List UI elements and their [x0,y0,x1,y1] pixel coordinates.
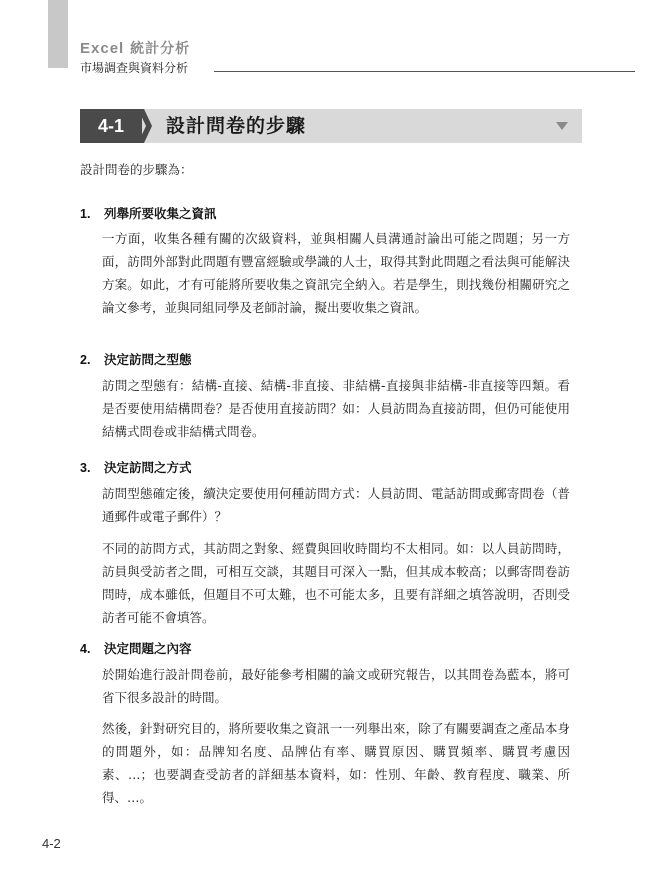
paragraph: 於開始進行設計問卷前，最好能參考相關的論文或研究報告，以其問卷為藍本，將可省下很多設計的時間。 [102,667,570,705]
paragraph: 一方面，收集各種有關的次級資料，並與相關人員溝通討論出可能之問題；另一方面，訪問外部對此問題有豐富經驗或學識的人士，取得其對此問題之看法與可能解決方案。如此，才有可能將所要收集之資訊完全納入。若是學生，則找幾份相關研究之論文參考，並與同組同學及老師討論，擬出要收集之資訊。 [102,231,570,315]
section-banner [80,109,582,143]
chapter-subtitle: 市場調查與資料分析 [80,61,189,75]
page-number: 4-2 [42,836,61,851]
list-item-heading: 1. 列舉所要收集之資訊 [80,206,217,221]
list-item-heading: 3. 決定訪問之方式 [80,460,192,475]
header-side-strip [48,0,68,68]
paragraph: 然後，針對研究目的，將所要收集之資訊一一列舉出來，除了有關要調查之產品本身的問題外，如：品牌知名度、品牌佔有率、購買原因、購買頻率、購買考慮因素、…；也要調查受訪者的詳細基本資料，如：性別、年齡、教育程度、職業、所得、…。 [102,721,570,805]
paragraph: 訪問之型態有：結構-直接、結構-非直接、非結構-直接與非結構-非直接等四類。看是否要使用結構問卷？是否使用直接訪問？如：人員訪問為直接訪問，但仍可能使用結構式問卷或非結構式問卷。 [102,378,570,439]
paragraph: 不同的訪問方式，其訪問之對象、經費與回收時間均不太相同。如：以人員訪問時，訪員與受訪者之間，可相互交談，其題目可深入一點，但其成本較高；以郵寄問卷訪問時，成本雖低，但題目不可太難，也不可能太多，且要有詳細之填答說明，否則受訪者可能不會填答。 [102,541,570,625]
list-item-heading: 4. 決定問題之內容 [80,641,192,656]
triangle-down-icon [556,122,568,130]
chevron-right-icon [138,109,152,143]
list-item-heading: 2. 決定訪問之型態 [80,352,192,367]
book-title: Excel 統計分析 [80,40,191,57]
header-rule [214,71,635,72]
section-title: 設計問卷的步驟 [166,115,307,137]
paragraph: 訪問型態確定後，續決定要使用何種訪問方式：人員訪問、電話訪問或郵寄問卷（普通郵件或電子郵件）？ [102,486,570,524]
intro-text: 設計問卷的步驟為： [80,162,193,177]
section-number: 4-1 [80,109,142,143]
